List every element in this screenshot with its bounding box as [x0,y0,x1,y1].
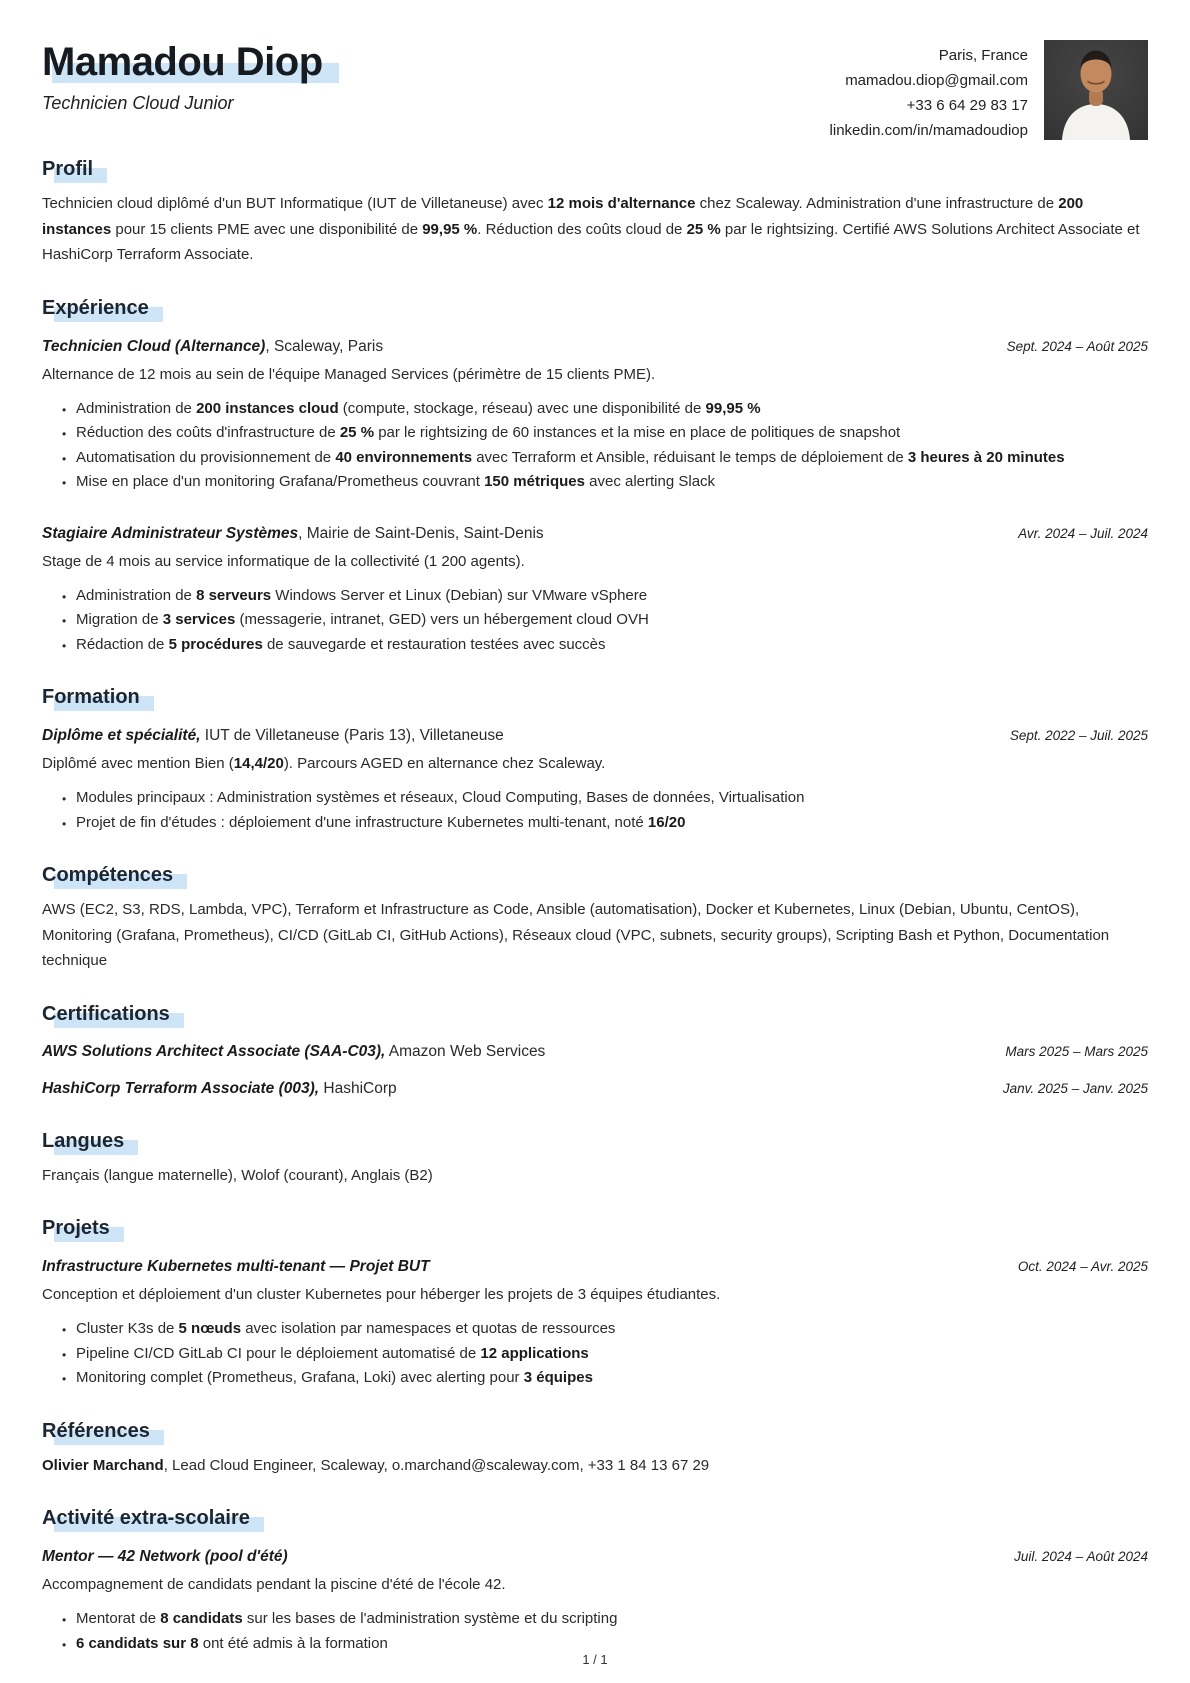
entry-date: Sept. 2024 – Août 2025 [1006,338,1148,354]
bullet-item: • 6 candidats sur 8 ont été admis à la formation [42,1632,1148,1657]
entry-org: , Scaleway, Paris [265,337,384,355]
entry-bullets [42,584,1148,658]
extra-heading: Activité extra-scolaire [42,1507,250,1529]
section-extra [42,1505,1148,1656]
entry-bullets [42,397,1148,495]
bullet-item: • Administration de 200 instances cloud (compute, stockage, réseau) avec une disponibilité de 99,95 % [42,397,1148,422]
profil-text: Technicien cloud diplômé d'un BUT Informatique (IUT de Villetaneuse) avec 12 mois d'alternance chez Scaleway. Administration d'une infrastructure de 200 instances pour 15 clients PME avec une disponibilité de 99,95 %. Réduction des coûts cloud de 25 % par le rightsizing. Certifié AWS Solutions Architect Associate et HashiCorp Terraform Associate. [42,195,1140,263]
extra-role: Mentor — 42 Network (pool d'été) [42,1548,288,1565]
section-projets [42,1215,1148,1391]
entry-title [42,724,504,748]
certification-row-1 [42,1040,1148,1064]
contact-linkedin: linkedin.com/in/mamadoudiop [829,122,1028,139]
formation-heading: Formation [42,686,140,708]
section-formation [42,684,1148,835]
section-certifications [42,1001,1148,1101]
certification-date: Janv. 2025 – Janv. 2025 [1002,1080,1148,1096]
entry-degree: Diplôme et spécialité, [42,727,201,744]
bullet-item: • Cluster K3s de 5 nœuds avec isolation par namespaces et quotas de ressources [42,1317,1148,1342]
contact-phone: +33 6 64 29 83 17 [906,97,1028,114]
bullet-item: • Projet de fin d'études : déploiement d'une infrastructure Kubernetes multi-tenant, noté 16/20 [42,811,1148,836]
formation-entry [42,724,1148,835]
bullet-item: • Automatisation du provisionnement de 40 environnements avec Terraform et Ansible, réduisant le temps de déploiement de 3 heures à 20 minutes [42,446,1148,471]
entry-title [42,522,544,546]
entry-title [42,1545,288,1569]
entry-school: IUT de Villetaneuse (Paris 13), Villetaneuse [200,727,504,744]
bullet-item: • Modules principaux : Administration systèmes et réseaux, Cloud Computing, Bases de données, Virtualisation [42,786,1148,811]
bullet-item: • Monitoring complet (Prometheus, Grafana, Loki) avec alerting pour 3 équipes [42,1366,1148,1391]
entry-title [42,335,383,359]
entry-header [42,724,1148,748]
references-heading: Références [42,1419,150,1442]
page-number: 1 / 1 [582,1652,608,1667]
bullet-item: • Réduction des coûts d'infrastructure de 25 % par le rightsizing de 60 instances et la mise en place de politiques de snapshot [42,421,1148,446]
entry-date: Sept. 2022 – Juil. 2025 [1009,728,1148,743]
bullet-item: • Rédaction de 5 procédures de sauvegarde et restauration testées avec succès [42,633,1148,658]
certification-name: AWS Solutions Architect Associate (SAA-C03), [42,1042,386,1060]
langues-text: Français (langue maternelle), Wolof (courant), Anglais (B2) [42,1166,433,1184]
bullet-item: • Migration de 3 services (messagerie, intranet, GED) vers un hébergement cloud OVH [42,608,1148,633]
contact-block [830,40,1028,143]
bullet-item: • Mise en place d'un monitoring Grafana/Prometheus couvrant 150 métriques avec alerting Slack [42,470,1148,495]
entry-summary: Stage de 4 mois au service informatique de la collectivité (1 200 agents). [42,552,525,570]
section-experience [42,295,1148,658]
certification-title [42,1077,397,1101]
person-job-title: Technicien Cloud Junior [42,92,234,113]
competences-text: AWS (EC2, S3, RDS, Lambda, VPC), Terraform et Infrastructure as Code, Ansible (automatisation), Docker et Kubernetes, Linux (Debian, Ubuntu, CentOS), Monitoring (Grafana, Prometheus), CI/CD (GitLab CI, GitHub Actions), Réseaux cloud (VPC, subnets, security groups), Scripting Bash et Python, Documentation technique [42,901,1110,969]
bullet-item: • Mentorat de 8 candidats sur les bases de l'administration système et du scripting [42,1607,1148,1632]
certification-row-2 [42,1077,1148,1101]
certification-title [42,1040,545,1064]
certification-date: Mars 2025 – Mars 2025 [1005,1043,1148,1059]
entry-summary: Alternance de 12 mois au sein de l'équipe Managed Services (périmètre de 15 clients PME). [42,365,656,383]
certification-org: Amazon Web Services [385,1042,546,1060]
entry-org: , Mairie de Saint-Denis, Saint-Denis [298,524,544,542]
extra-entry [42,1545,1148,1656]
entry-date: Oct. 2024 – Avr. 2025 [1017,1259,1148,1274]
projet-name: Infrastructure Kubernetes multi-tenant — Projet BUT [42,1258,430,1275]
experience-entry-2 [42,522,1148,658]
entry-bullets [42,1607,1148,1656]
entry-date: Avr. 2024 – Juil. 2024 [1018,525,1148,541]
bullet-item: • Administration de 8 serveurs Windows Server et Linux (Debian) sur VMware vSphere [42,584,1148,609]
person-name: Mamadou Diop [42,40,323,84]
references-text: Olivier Marchand, Lead Cloud Engineer, Scaleway, o.marchand@scaleway.com, +33 1 84 13 67 29 [42,1456,710,1474]
entry-summary: Accompagnement de candidats pendant la piscine d'été de l'école 42. [42,1576,506,1593]
langues-heading: Langues [42,1129,125,1152]
competences-heading: Compétences [42,864,174,886]
entry-role: Stagiaire Administrateur Systèmes [42,524,299,542]
entry-header [42,1545,1148,1569]
entry-title [42,1255,430,1279]
entry-date: Juil. 2024 – Août 2024 [1014,1549,1148,1564]
section-references [42,1418,1148,1479]
portrait-icon [1044,40,1148,140]
certification-org: HashiCorp [319,1079,397,1097]
entry-header [42,522,1148,546]
header-contact-area [830,40,1148,143]
experience-entry-1 [42,335,1148,495]
projets-heading: Projets [42,1217,110,1239]
profil-heading: Profil [42,158,94,180]
header-identity [42,40,323,114]
experience-heading: Expérience [42,296,149,319]
entry-summary: Conception et déploiement d'un cluster Kubernetes pour héberger les projets de 3 équipes étudiantes. [42,1286,721,1303]
entry-role: Technicien Cloud (Alternance) [42,337,266,355]
entry-header [42,1255,1148,1279]
profile-photo [1044,40,1148,140]
entry-summary: Diplômé avec mention Bien (14,4/20). Parcours AGED en alternance chez Scaleway. [42,755,606,772]
entry-bullets [42,786,1148,835]
contact-email: mamadou.diop@gmail.com [845,72,1028,89]
bullet-item: • Pipeline CI/CD GitLab CI pour le déploiement automatisé de 12 applications [42,1342,1148,1367]
projet-entry [42,1255,1148,1391]
contact-location: Paris, France [938,47,1028,64]
section-profil [42,156,1148,268]
certifications-heading: Certifications [42,1002,170,1025]
entry-bullets [42,1317,1148,1391]
certification-name: HashiCorp Terraform Associate (003), [42,1079,320,1097]
entry-header [42,335,1148,359]
header [42,40,1148,143]
section-competences [42,862,1148,974]
section-langues [42,1128,1148,1189]
